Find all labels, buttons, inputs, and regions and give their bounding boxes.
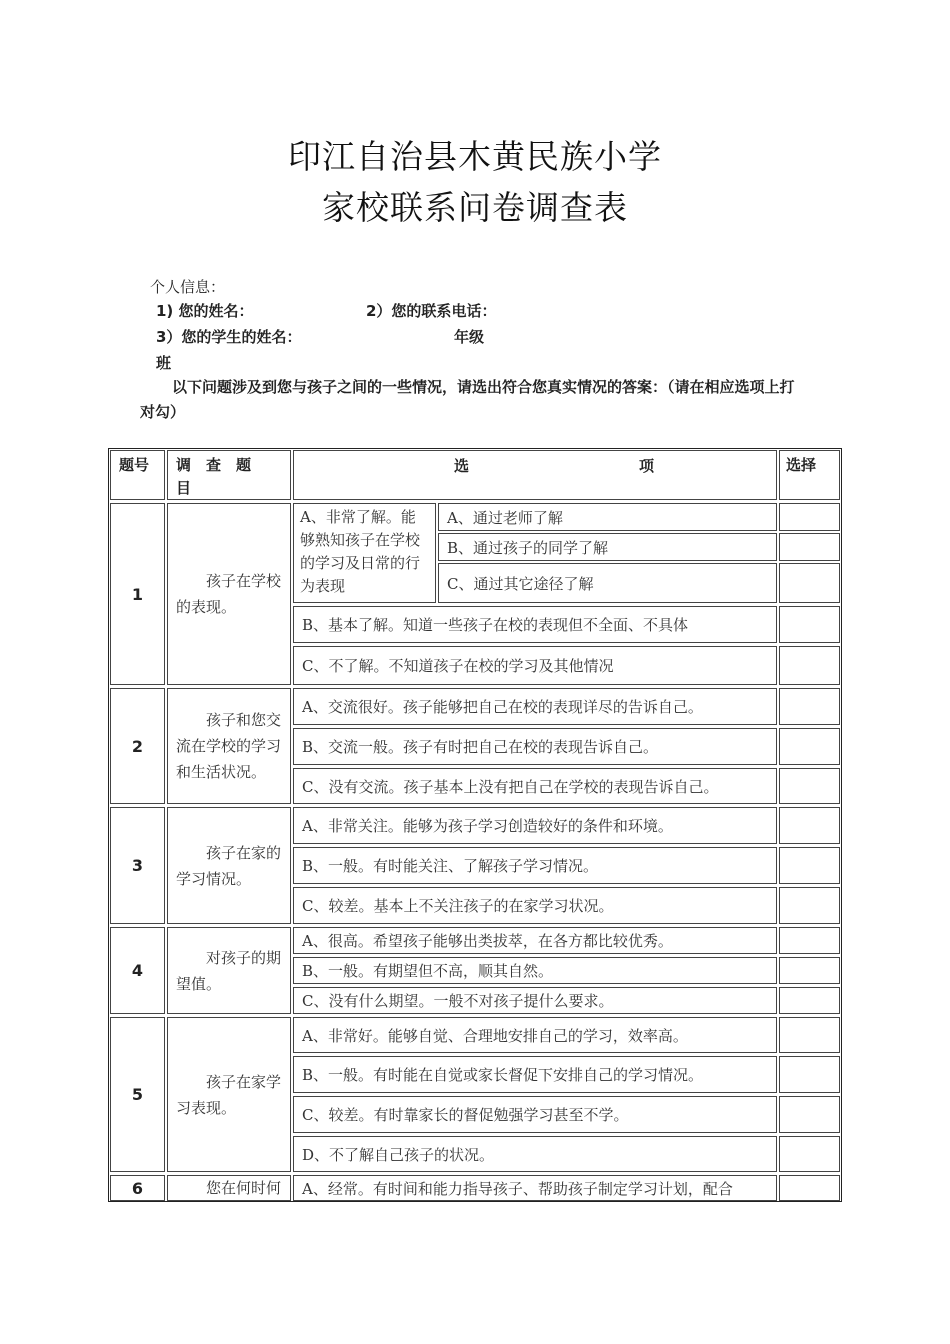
q3-select-b[interactable] (779, 847, 840, 884)
q6-topic-text: 您在何时何 (206, 1179, 282, 1197)
q4-option-c: C、没有什么期望。一般不对孩子提什么要求。 (293, 987, 777, 1014)
q6-select-a[interactable] (779, 1175, 840, 1201)
q3-option-b: B、一般。有时能关注、了解孩子学习情况。 (293, 847, 777, 884)
q4-option-a: A、很高。希望孩子能够出类拔萃，在各方都比较优秀。 (293, 927, 777, 954)
student-name-label: 3）您的学生的姓名： (156, 328, 302, 346)
q3-option-a: A、非常关注。能够为孩子学习创造较好的条件和环境。 (293, 807, 777, 844)
q1-number: 1 (110, 503, 165, 685)
q2-option-b: B、交流一般。孩子有时把自己在校的表现告诉自己。 (293, 728, 777, 765)
header-options (293, 450, 777, 500)
q1-select-a3[interactable] (779, 563, 840, 603)
q5-number: 5 (110, 1017, 165, 1172)
q5-topic (167, 1017, 291, 1172)
q5-topic-text: 孩子在家学习表现。 (176, 1072, 282, 1117)
q4-topic-text: 对孩子的期望值。 (176, 948, 282, 993)
q1-sub-option-c: C、通过其它途径了解 (438, 563, 777, 603)
header-number-text: 题号 (119, 456, 150, 474)
q3-select-a[interactable] (779, 807, 840, 844)
header-select (779, 450, 840, 500)
q1-select-a2[interactable] (779, 533, 840, 561)
q1-sub-option-b: B、通过孩子的同学了解 (438, 533, 777, 561)
header-topic-line1: 调 查 题 (176, 456, 252, 474)
q2-option-c: C、没有交流。孩子基本上没有把自己在学校的表现告诉自己。 (293, 768, 777, 804)
header-number (110, 450, 165, 500)
q2-number: 2 (110, 688, 165, 804)
q5-select-b[interactable] (779, 1056, 840, 1093)
q6-option-a: A、经常。有时间和能力指导孩子、帮助孩子制定学习计划，配合 (293, 1175, 777, 1201)
title-line-2: 家校联系问卷调查表 (322, 188, 628, 227)
name-label: 1) 您的姓名： (156, 302, 254, 320)
header-topic (167, 450, 291, 500)
q4-select-a[interactable] (779, 927, 840, 954)
q1-select-a1[interactable] (779, 503, 840, 531)
q4-number: 4 (110, 927, 165, 1014)
q1-option-b: B、基本了解。知道一些孩子在校的表现但不全面、不具体 (293, 606, 777, 643)
instruction-line-2: 对勾） (140, 403, 186, 421)
q2-option-a: A、交流很好。孩子能够把自己在校的表现详尽的告诉自己。 (293, 688, 777, 725)
header-select-text: 选择 (786, 456, 817, 474)
q2-topic (167, 688, 291, 804)
q5-option-c: C、较差。有时靠家长的督促勉强学习甚至不学。 (293, 1096, 777, 1133)
survey-table (108, 448, 842, 1202)
q4-select-b[interactable] (779, 957, 840, 984)
q3-select-c[interactable] (779, 887, 840, 924)
q5-select-d[interactable] (779, 1136, 840, 1172)
q1-topic-text: 孩子在学校的表现。 (176, 572, 282, 616)
q1-select-c[interactable] (779, 646, 840, 685)
header-options-a: 选 (454, 457, 470, 475)
q2-topic-text: 孩子和您交流在学校的学习和生活状况。 (176, 711, 282, 781)
grade-label: 年级 (454, 328, 485, 346)
title-line-1: 印江自治县木黄民族小学 (288, 137, 662, 176)
header-options-b: 项 (639, 457, 655, 475)
instruction-line-1: 以下问题涉及到您与孩子之间的一些情况，请选出符合您真实情况的答案：（请在相应选项上打 (172, 378, 795, 396)
q2-select-a[interactable] (779, 688, 840, 725)
q1-sub-option-a: A、通过老师了解 (438, 503, 777, 531)
q6-topic (167, 1175, 291, 1201)
q3-topic-text: 孩子在家的学习情况。 (176, 843, 282, 888)
q4-select-c[interactable] (779, 987, 840, 1014)
q5-select-a[interactable] (779, 1017, 840, 1053)
q5-select-c[interactable] (779, 1096, 840, 1133)
q1-option-a: A、非常了解。能够熟知孩子在学校的学习及日常的行为表现 (293, 503, 436, 603)
q3-number: 3 (110, 807, 165, 924)
q3-topic (167, 807, 291, 924)
q5-option-b: B、一般。有时能在自觉或家长督促下安排自己的学习情况。 (293, 1056, 777, 1093)
info-heading: 个人信息： (150, 278, 226, 296)
phone-label: 2）您的联系电话： (366, 302, 497, 320)
q6-number: 6 (110, 1175, 165, 1201)
q2-select-c[interactable] (779, 768, 840, 804)
q2-select-b[interactable] (779, 728, 840, 765)
q4-topic (167, 927, 291, 1014)
q5-option-d: D、不了解自己孩子的状况。 (293, 1136, 777, 1172)
q1-topic (167, 503, 291, 685)
class-label: 班 (156, 354, 172, 372)
q5-option-a: A、非常好。能够自觉、合理地安排自己的学习，效率高。 (293, 1017, 777, 1053)
q4-option-b: B、一般。有期望但不高，顺其自然。 (293, 957, 777, 984)
q3-option-c: C、较差。基本上不关注孩子的在家学习状况。 (293, 887, 777, 924)
q1-option-c: C、不了解。不知道孩子在校的学习及其他情况 (293, 646, 777, 685)
header-topic-line2: 目 (176, 479, 192, 497)
q1-select-b[interactable] (779, 606, 840, 643)
